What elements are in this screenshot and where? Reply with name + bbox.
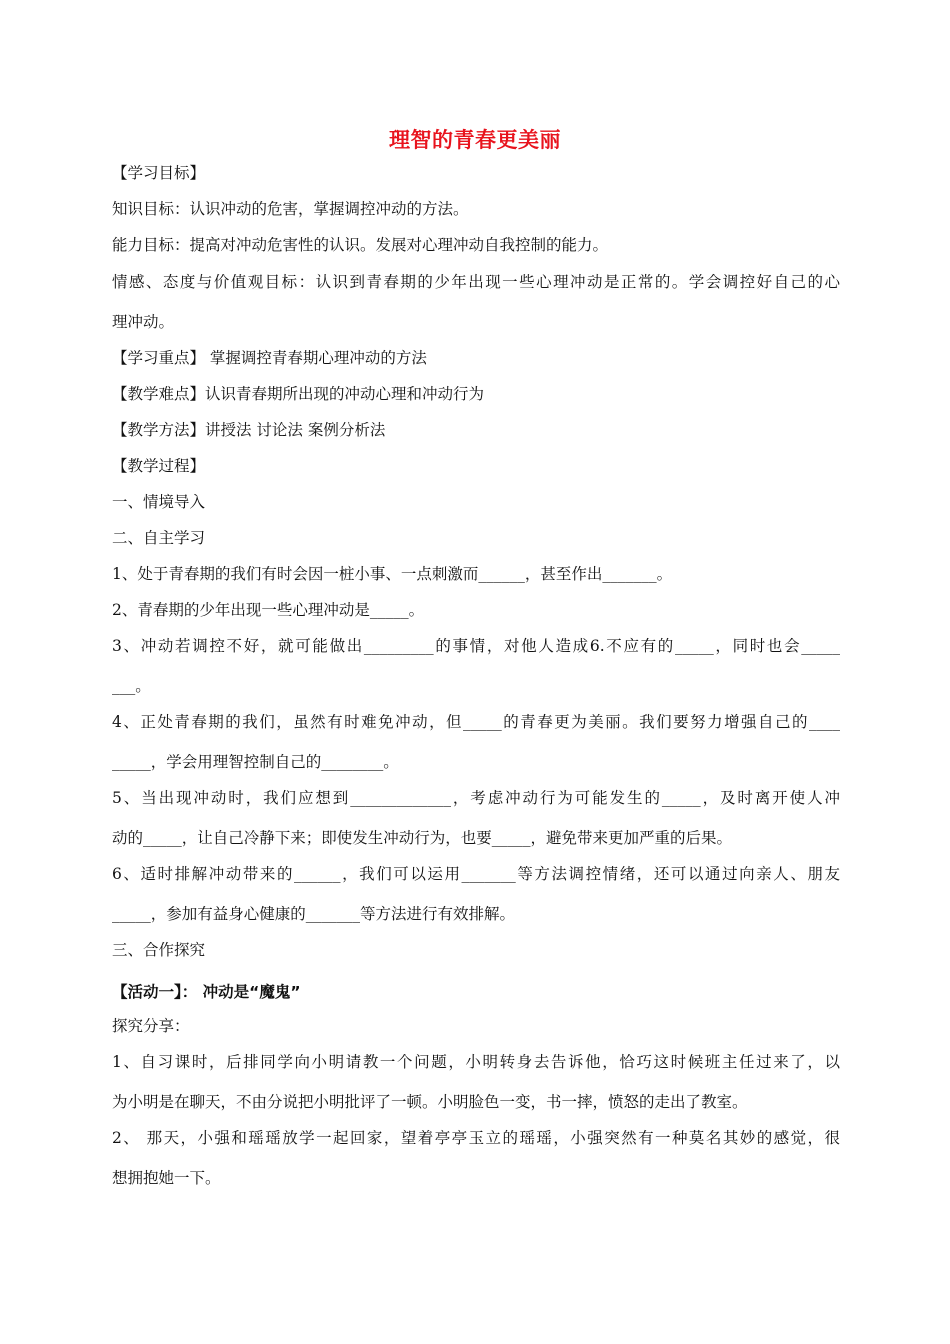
paragraph-line: 情感、态度与价值观目标：认识到青春期的少年出现一些心理冲动是正常的。学会调控好自己的心 — [112, 273, 840, 291]
question-line: 4、正处青春期的我们，虽然有时难免冲动，但_____的青春更为美丽。我们要努力增强自己的____ — [112, 713, 840, 731]
section-heading-process: 【教学过程】 — [112, 457, 206, 475]
section-heading-intro: 一、情境导入 — [112, 493, 206, 511]
page-title: 理智的青春更美丽 — [389, 128, 561, 152]
question-line: ___。 — [112, 677, 151, 695]
paragraph-line: 知识目标：认识冲动的危害，掌握调控冲动的方法。 — [112, 200, 469, 218]
case-line: 为小明是在聊天，不由分说把小明批评了一顿。小明脸色一变，书一摔，愤怒的走出了教室。 — [112, 1093, 748, 1111]
section-heading-key-points: 【学习重点】 掌握调控青春期心理冲动的方法 — [112, 349, 427, 367]
section-heading-self-study: 二、自主学习 — [112, 529, 206, 547]
case-line: 想拥抱她一下。 — [112, 1169, 221, 1187]
question-line: _____，参加有益身心健康的_______等方法进行有效排解。 — [112, 905, 516, 923]
section-heading-objectives: 【学习目标】 — [112, 164, 206, 182]
section-heading-cooperation: 三、合作探究 — [112, 941, 206, 959]
paragraph-line: 理冲动。 — [112, 313, 175, 331]
section-heading-share: 探究分享： — [112, 1017, 190, 1035]
activity-heading: 【活动一】： 冲动是“魔鬼” — [112, 983, 301, 1001]
question-line: 3、冲动若调控不好，就可能做出_________的事情，对他人造成6.不应有的_____，同时也会_____ — [112, 637, 840, 655]
question-line: 2、青春期的少年出现一些心理冲动是_____。 — [112, 601, 425, 619]
question-line: 6、适时排解冲动带来的______，我们可以运用_______等方法调控情绪，还可以通过向亲人、朋友 — [112, 865, 840, 883]
case-line: 2、 那天，小强和瑶瑶放学一起回家，望着亭亭玉立的瑶瑶，小强突然有一种莫名其妙的感觉，很 — [112, 1129, 840, 1147]
question-line: 动的_____，让自己冷静下来；即使发生冲动行为，也要_____，避免带来更加严重的后果。 — [112, 829, 733, 847]
case-line: 1、自习课时，后排同学向小明请教一个问题，小明转身去告诉他，恰巧这时候班主任过来了，以 — [112, 1053, 840, 1071]
question-line: 5、当出现冲动时，我们应想到_____________，考虑冲动行为可能发生的_____，及时离开使人冲 — [112, 789, 840, 807]
section-heading-methods: 【教学方法】讲授法 讨论法 案例分析法 — [112, 421, 386, 439]
question-line: _____，学会用理智控制自己的________。 — [112, 753, 399, 771]
paragraph-line: 能力目标：提高对冲动危害性的认识。发展对心理冲动自我控制的能力。 — [112, 236, 609, 254]
question-line: 1、处于青春期的我们有时会因一桩小事、一点刺激而______，甚至作出_______。 — [112, 565, 673, 583]
section-heading-difficulties: 【教学难点】认识青春期所出现的冲动心理和冲动行为 — [112, 385, 485, 403]
